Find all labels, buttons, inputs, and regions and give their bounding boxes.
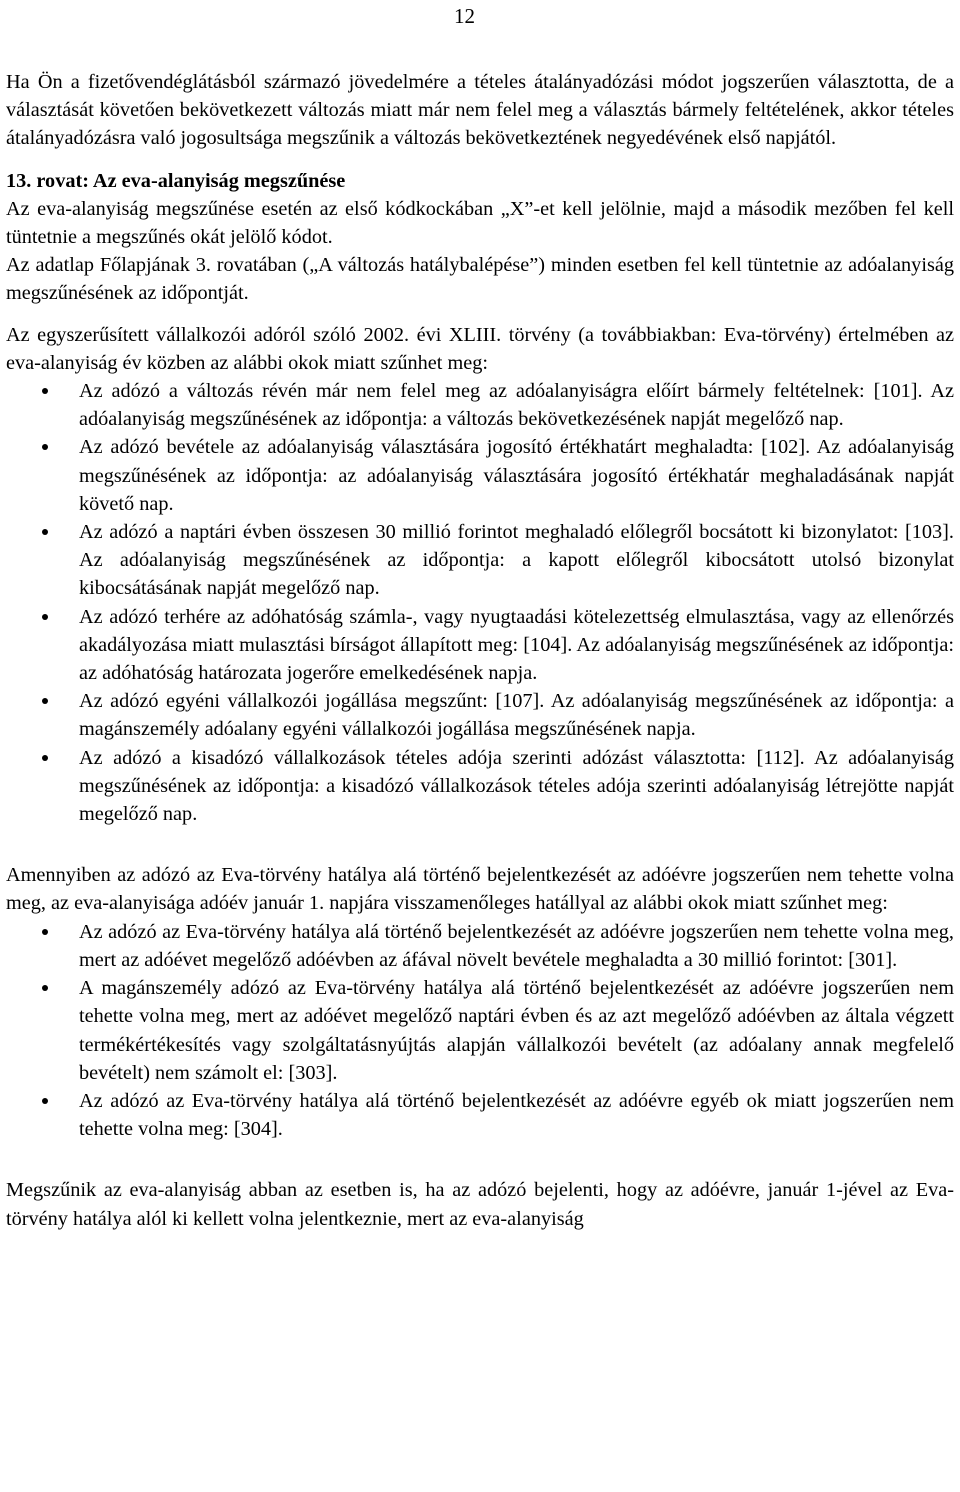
list-item-text: Az adózó egyéni vállalkozói jogállása megszűnt: [107]. Az adóalanyiság megszűnésének az időpontja: a magánszemély adóalany egyéni vállalkozói jogállása megszűnésének napja.: [79, 690, 954, 741]
list-item: [6, 1087, 954, 1143]
reasons-during-year-list: [6, 377, 954, 828]
list-item: [6, 744, 954, 829]
list-item-text: Az adózó a változás révén már nem felel meg az adóalanyiságra előírt bármely feltételnek: [101]. Az adóalanyiság megszűnésének az időpontja: a változás bekövetkezésének napját megelőző nap.: [79, 380, 954, 431]
section-heading: 13. rovat: Az eva-alanyiság megszűnése: [6, 169, 346, 192]
paragraph-section-2: Az adatlap Főlapjának 3. rovatában („A változás hatálybalépése”) minden esetben fel kell tüntetnie az adóalanyiság megszűnésének az időpontját.: [6, 254, 954, 305]
list-item: [6, 918, 954, 974]
bullet-icon: [42, 929, 48, 935]
list-item: [6, 687, 954, 743]
bullet-icon: [42, 755, 48, 761]
bullet-icon: [42, 444, 48, 450]
bullet-icon: [42, 529, 48, 535]
reasons-retroactive-list: [6, 918, 954, 1144]
bullet-icon: [42, 985, 48, 991]
bullet-icon: [42, 1098, 48, 1104]
page-number: 12: [454, 4, 475, 28]
bullet-icon: [42, 698, 48, 704]
paragraph-eva-law: Az egyszerűsített vállalkozói adóról szóló 2002. évi XLIII. törvény (a továbbiakban: Eva-törvény) értelmében az eva-alanyiság év közben az alábbi okok miatt szűnhet meg:: [6, 323, 954, 374]
list-item-text: A magánszemély adózó az Eva-törvény hatálya alá történő bejelentkezését az adóévre jogszerűen nem tehette volna meg, mert az adóévet megelőző naptári évben és az azt megelőző adóévben az általa végzett termékértékesítés vagy szolgáltatásnyújtás alapján vállalkozói bevételt (az adóalany annak megfelelő bevételt) nem számolt el: [303].: [79, 977, 954, 1084]
document-body: [6, 68, 954, 1233]
list-item-text: Az adózó a naptári évben összesen 30 millió forintot meghaladó előlegről bocsátott ki bizonylatot: [103]. Az adóalanyiság megszűnésének az időpontja: a kapott előlegről kibocsátott utolsó bizonylat kibocsátásának napját megelőző nap.: [79, 521, 954, 600]
list-item-text: Az adózó bevétele az adóalanyiság választására jogosító értékhatárt meghaladta: [102]. Az adóalanyiság megszűnésének az időpontja: az adóalanyiság választására jogosító értékhatár meghaladásának napját követő nap.: [79, 436, 954, 515]
list-item: [6, 433, 954, 518]
list-item: [6, 377, 954, 433]
list-item: [6, 518, 954, 603]
list-item-text: Az adózó a kisadózó vállalkozások tételes adója szerinti adózást választotta: [112]. Az adóalanyiság megszűnésének az időpontja: a kisadózó vállalkozások tételes adója szerinti adóalanyiság létrejötte napját megelőző nap.: [79, 746, 954, 826]
list-item-text: Az adózó az Eva-törvény hatálya alá történő bejelentkezését az adóévre egyéb ok miatt jogszerűen nem tehette volna meg: [304].: [79, 1089, 954, 1141]
list-item: [6, 974, 954, 1087]
list-item: [6, 603, 954, 688]
paragraph-last: Megszűnik az eva-alanyiság abban az esetben is, ha az adózó bejelenti, hogy az adóévre, január 1-jével az Eva-törvény hatálya alól ki kellett volna jelentkeznie, mert az eva-alanyiság: [6, 1179, 954, 1230]
bullet-icon: [42, 388, 48, 394]
paragraph-retroactive: Amennyiben az adózó az Eva-törvény hatálya alá történő bejelentkezését az adóévre jogszerűen nem tehette volna meg, az eva-alanyisága adóév január 1. napjára visszamenőleges hatállyal az alábbi okok miatt szűnhet meg:: [6, 864, 954, 915]
paragraph-intro: Ha Ön a fizetővendéglátásból származó jövedelmére a tételes átalányadózási módot jogszerűen választotta, de a választását követően bekövetkezett változás miatt már nem felel meg a választás bármely feltételének, akkor tételes átalányadózásra való jogosultsága megszűnik a változás bekövetkeztének negyedévének első napjától.: [6, 71, 954, 150]
list-item-text: Az adózó terhére az adóhatóság számla-, vagy nyugtaadási kötelezettség elmulasztása, vagy az ellenőrzés akadályozása miatt mulasztási bírságot állapított meg: [104]. Az adóalanyiság megszűnésének az időpontja: az adóhatóság határozata jogerőre emelkedésének napja.: [79, 605, 954, 685]
paragraph-section-1: Az eva-alanyiság megszűnése esetén az első kódkockában „X”-et kell jelölnie, majd a második mezőben fel kell tüntetnie a megszűnés okát jelölő kódot.: [6, 197, 954, 249]
bullet-icon: [42, 614, 48, 620]
list-item-text: Az adózó az Eva-törvény hatálya alá történő bejelentkezését az adóévre jogszerűen nem tehette volna meg, mert az adóévet megelőző adóévben az áfával növelt bevétele meghaladta a 30 millió forintot: [301].: [79, 920, 954, 971]
